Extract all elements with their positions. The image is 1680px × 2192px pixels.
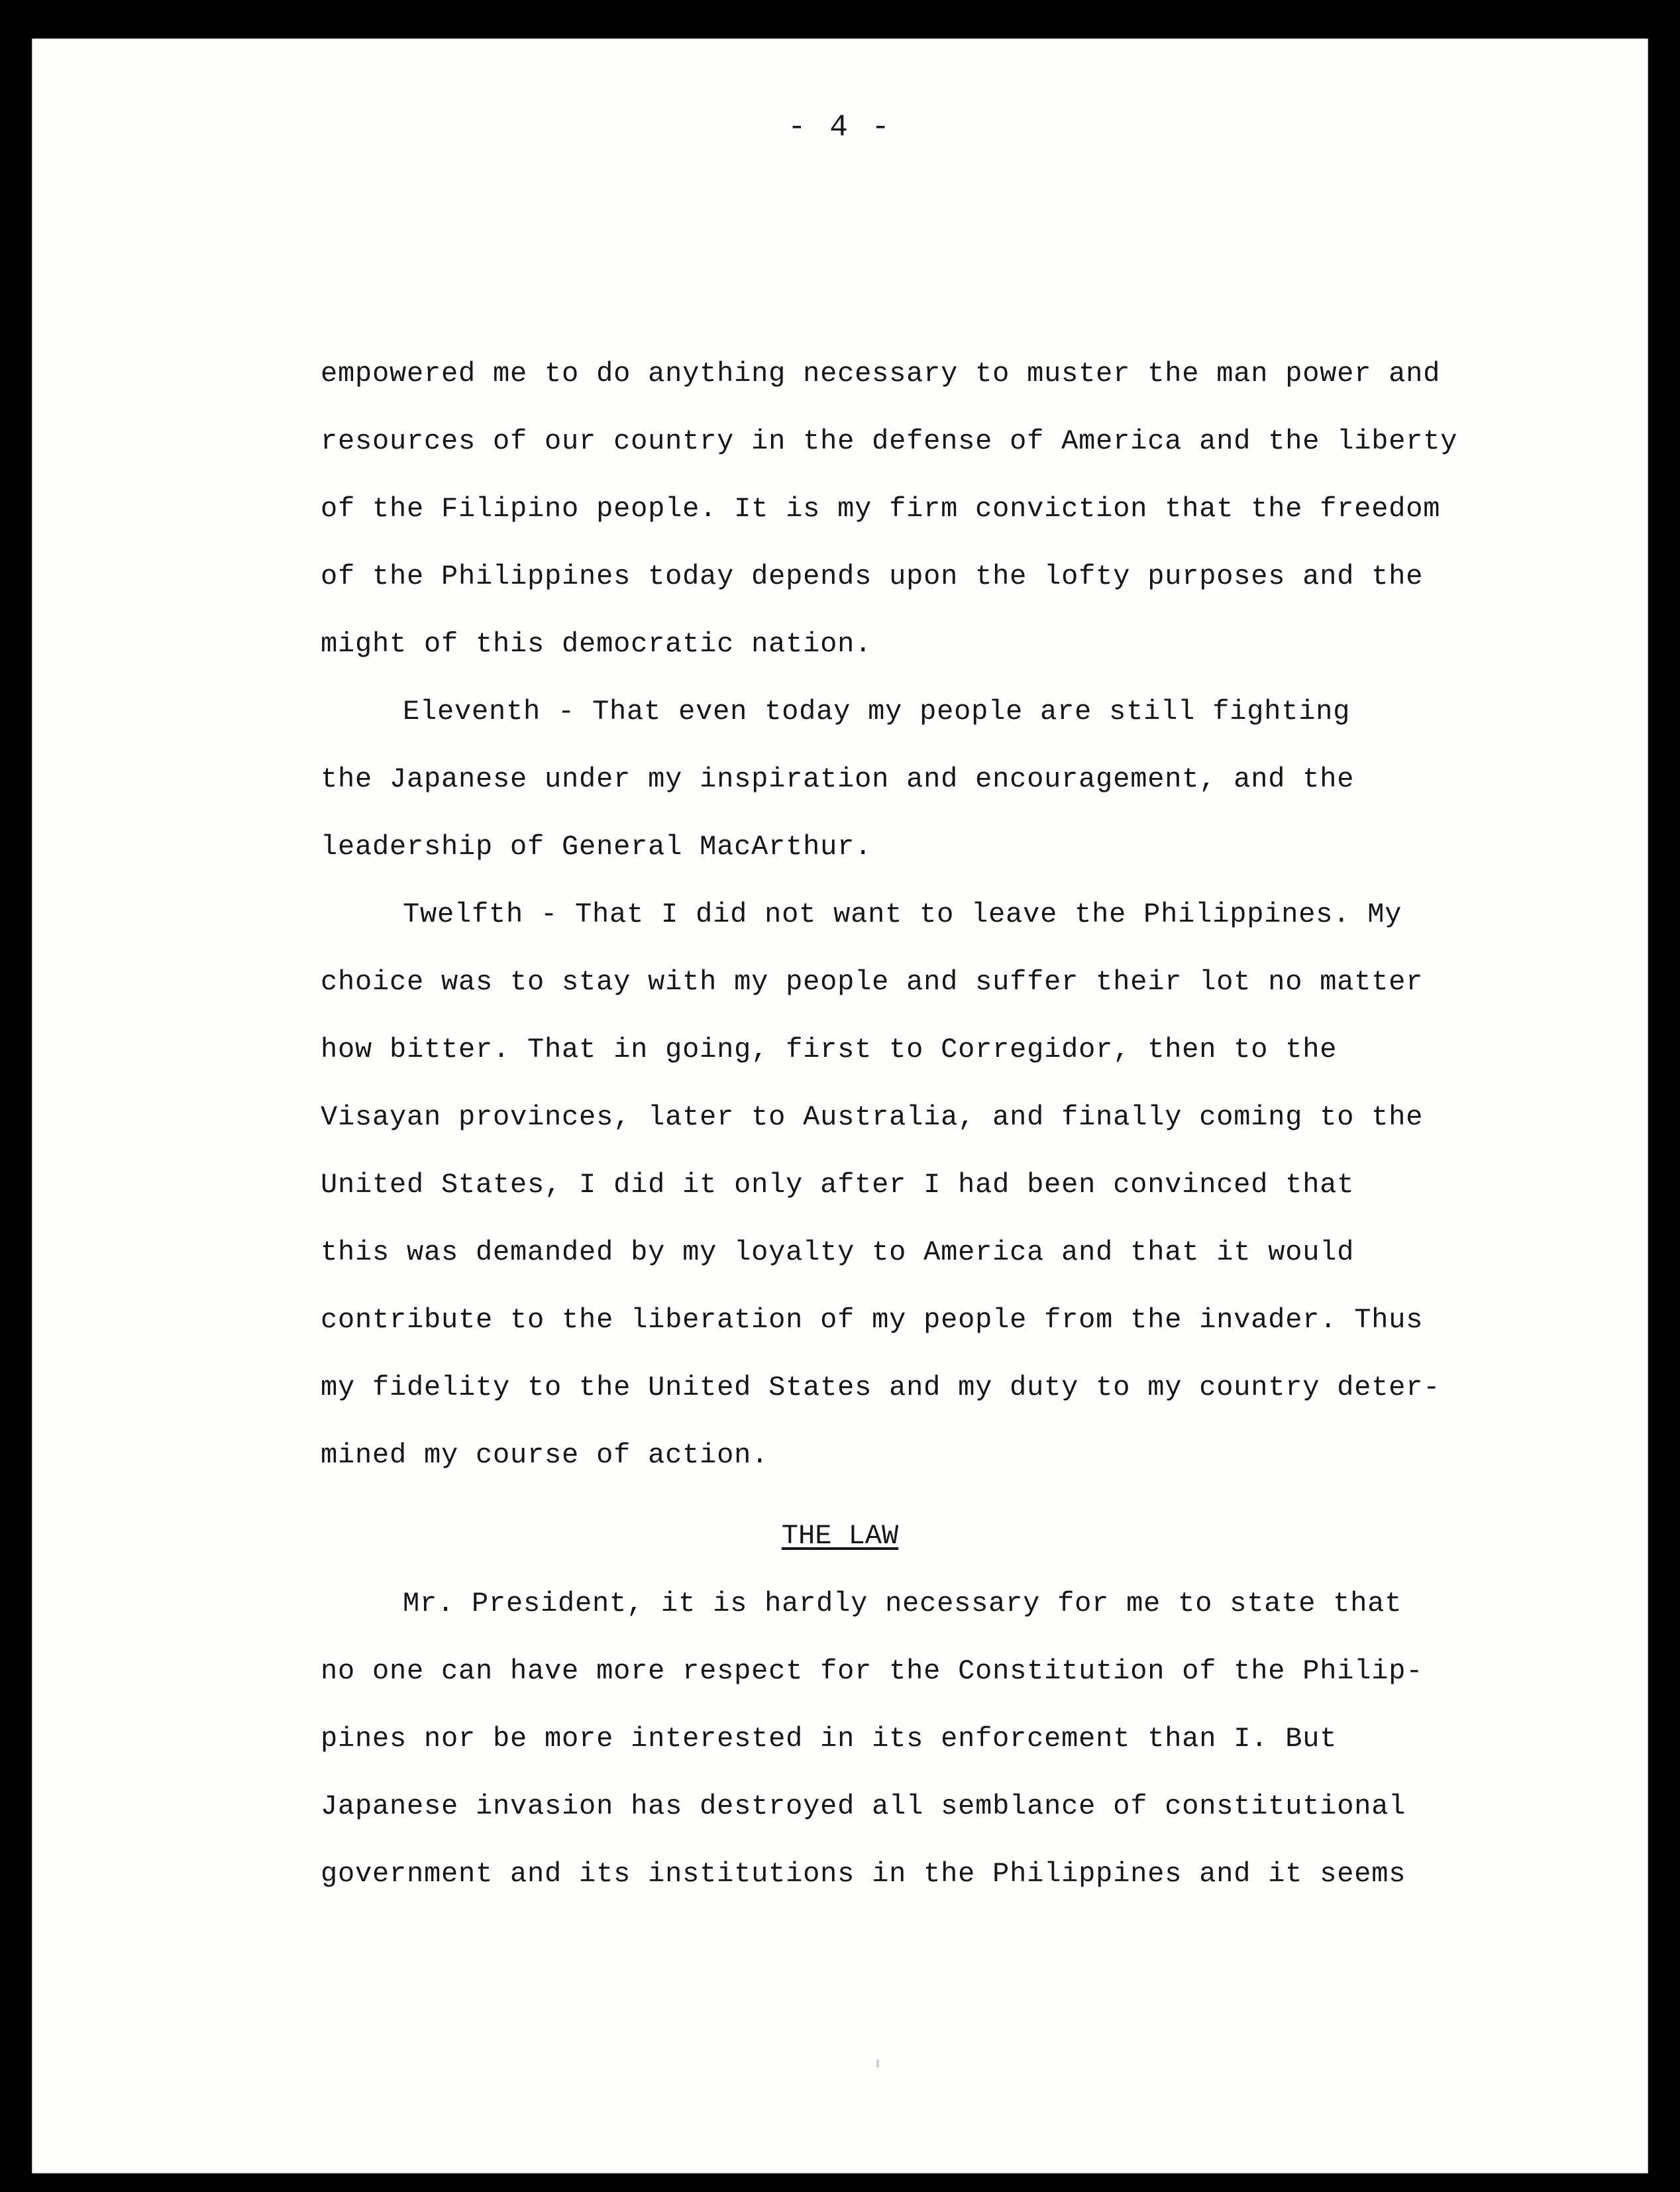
text-line: the Japanese under my inspiration and encouragement, and the bbox=[321, 763, 1355, 795]
text-line: my fidelity to the United States and my duty to my country deter- bbox=[321, 1372, 1441, 1403]
text-line: Mr. President, it is hardly necessary for me to state that bbox=[403, 1588, 1402, 1619]
text-line: Eleventh - That even today my people are still fighting bbox=[403, 696, 1351, 728]
text-line: might of this democratic nation. bbox=[321, 628, 872, 660]
document-page bbox=[32, 38, 1648, 2173]
text-line: how bitter. That in going, first to Corregidor, then to the bbox=[321, 1034, 1338, 1066]
text-line: pines nor be more interested in its enforcement than I. But bbox=[321, 1723, 1338, 1755]
text-line: of the Philippines today depends upon the lofty purposes and the bbox=[321, 561, 1424, 592]
page-number: - 4 - bbox=[787, 110, 893, 144]
text-line: mined my course of action. bbox=[321, 1439, 769, 1471]
text-line: this was demanded by my loyalty to America and that it would bbox=[321, 1236, 1355, 1268]
text-line: United States, I did it only after I had been convinced that bbox=[321, 1169, 1355, 1201]
text-line: government and its institutions in the Philippines and it seems bbox=[321, 1858, 1406, 1890]
text-line: empowered me to do anything necessary to muster the man power and bbox=[321, 358, 1441, 390]
text-line: Visayan provinces, later to Australia, and finally coming to the bbox=[321, 1101, 1424, 1133]
text-line: of the Filipino people. It is my firm conviction that the freedom bbox=[321, 493, 1441, 525]
paper-speck bbox=[876, 2059, 879, 2067]
text-line: no one can have more respect for the Constitution of the Philip- bbox=[321, 1655, 1424, 1687]
section-heading: THE LAW bbox=[781, 1520, 899, 1552]
text-line: Twelfth - That I did not want to leave the Philippines. My bbox=[403, 899, 1402, 930]
text-line: contribute to the liberation of my people from the invader. Thus bbox=[321, 1304, 1424, 1336]
text-line: Japanese invasion has destroyed all semblance of constitutional bbox=[321, 1790, 1406, 1822]
text-line: leadership of General MacArthur. bbox=[321, 831, 872, 863]
text-line: choice was to stay with my people and suffer their lot no matter bbox=[321, 966, 1424, 998]
text-line: resources of our country in the defense of America and the liberty bbox=[321, 425, 1458, 457]
